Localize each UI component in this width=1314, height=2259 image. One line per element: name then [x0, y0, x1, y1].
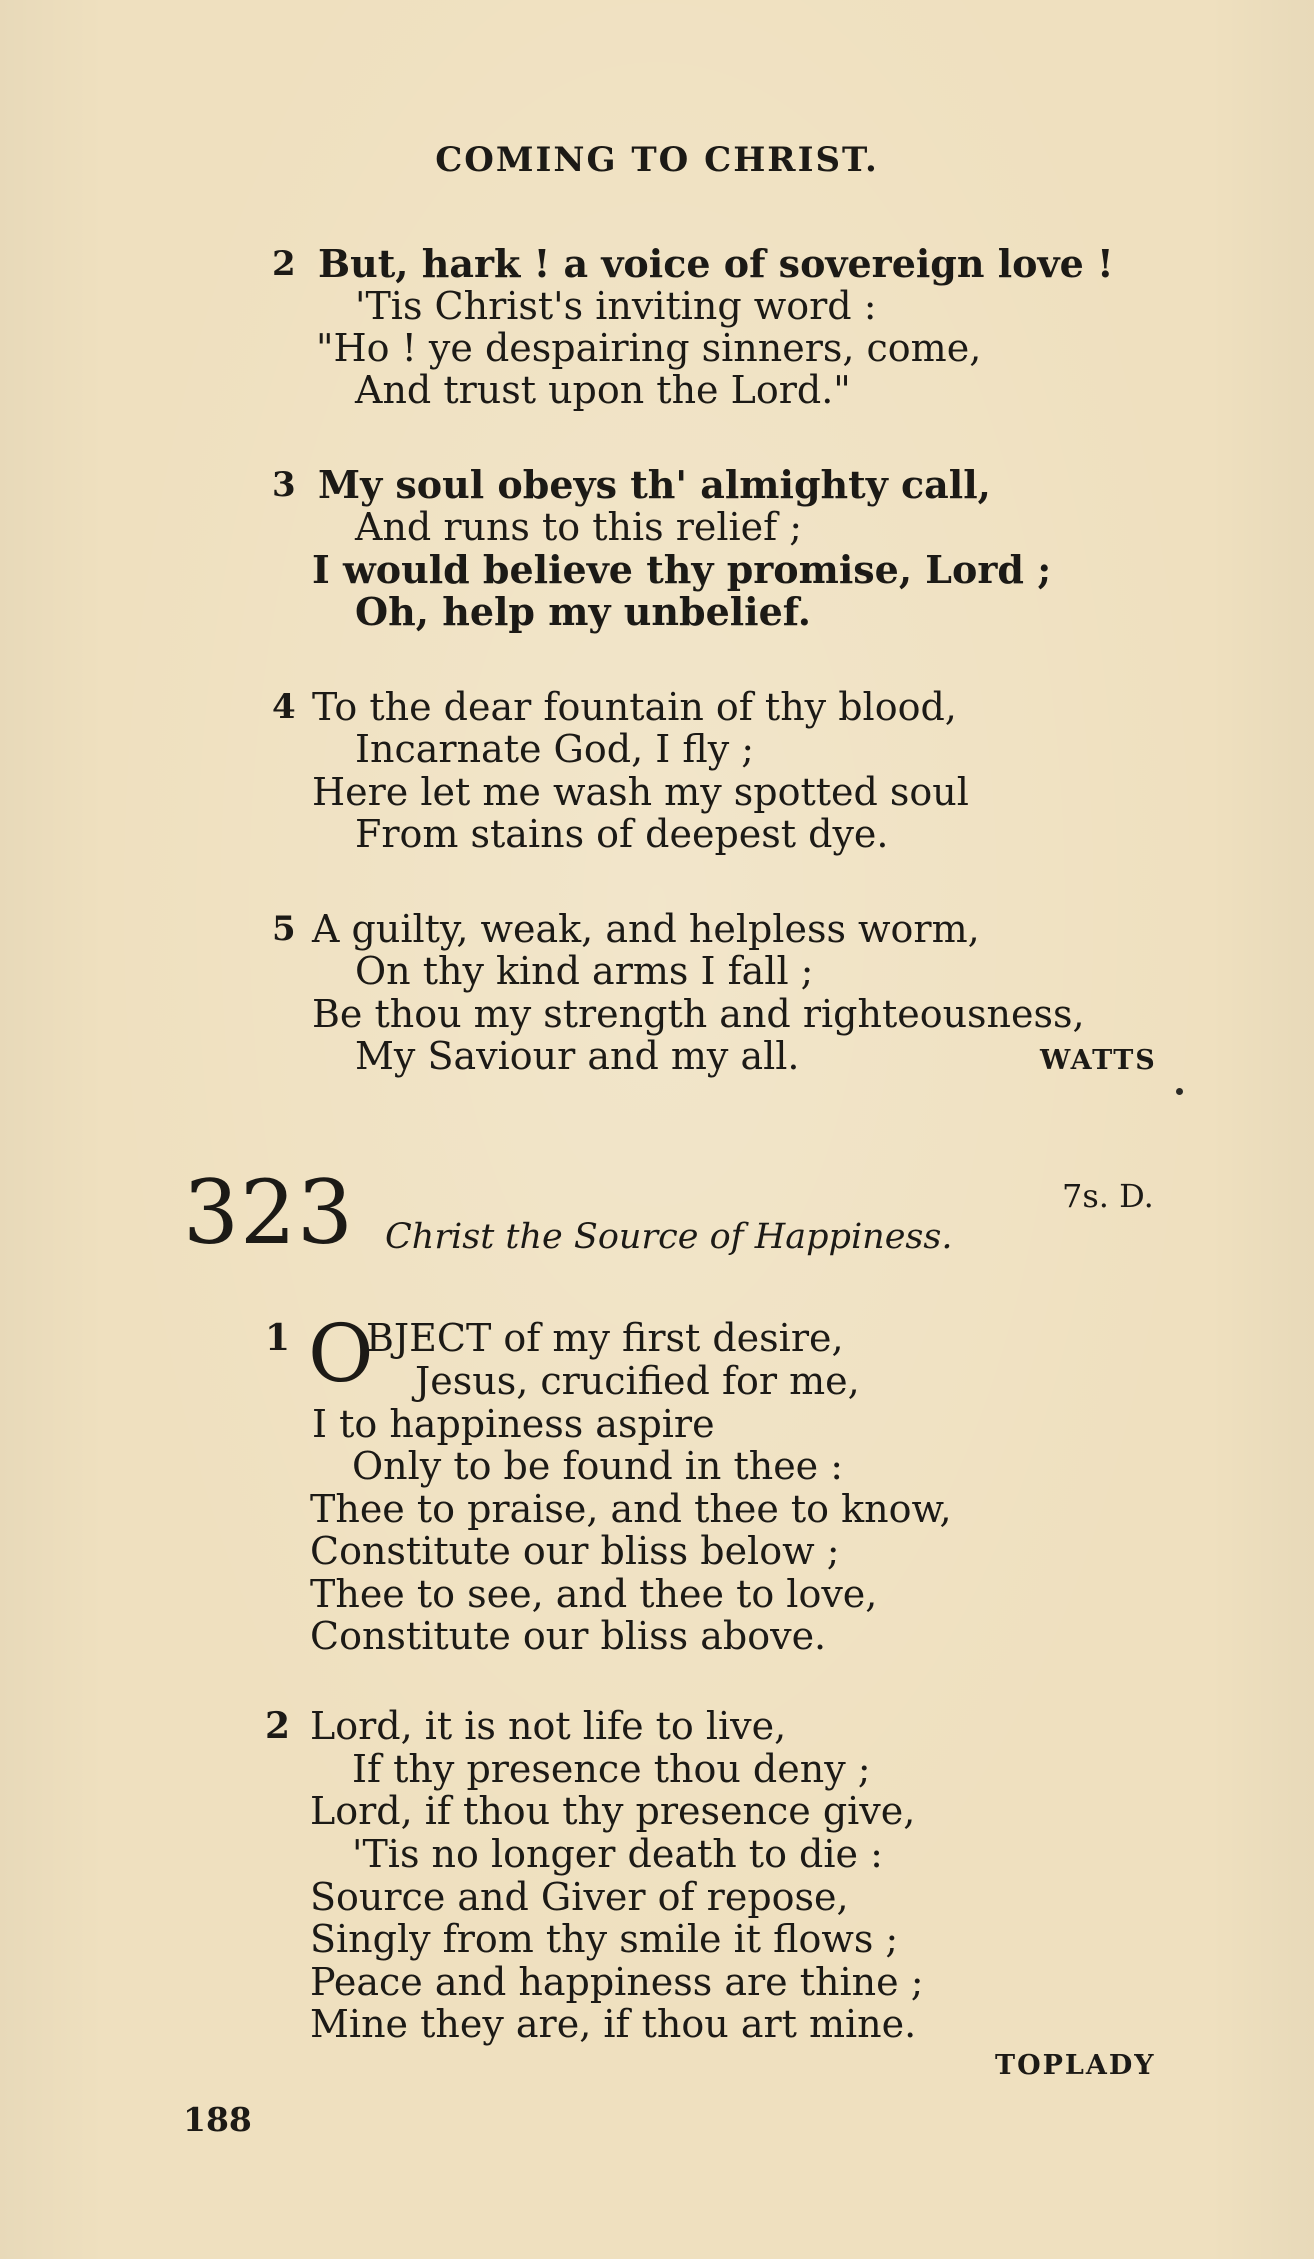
stanza-line: 'Tis no longer death to die :	[352, 1832, 883, 1876]
author-attribution: WATTS	[1040, 1045, 1157, 1076]
drop-cap: O	[308, 1307, 374, 1400]
stanza-line: "Ho ! ye despairing sinners, come,	[316, 326, 982, 370]
stanza-line: If thy presence thou deny ;	[352, 1747, 871, 1791]
stanza-line: My Saviour and my all.	[355, 1034, 800, 1078]
page-number: 188	[183, 2100, 252, 2139]
stanza-line: And trust upon the Lord."	[355, 368, 851, 412]
stanza-line: From stains of deepest dye.	[355, 812, 889, 856]
ink-dot	[1176, 1088, 1183, 1095]
stanza-number: 1	[265, 1317, 291, 1359]
stanza-line: Thee to see, and thee to love,	[310, 1572, 878, 1616]
stanza-line: On thy kind arms I fall ;	[355, 949, 814, 993]
stanza-number: 2	[272, 244, 296, 284]
stanza-line: Here let me wash my spotted soul	[312, 770, 969, 814]
stanza-line: My soul obeys th' almighty call,	[318, 462, 991, 507]
stanza-line: Oh, help my unbelief.	[355, 589, 812, 634]
stanza-line: But, hark ! a voice of sovereign love !	[318, 241, 1114, 286]
stanza-line: Incarnate God, I fly ;	[355, 727, 755, 771]
hymn-meter: 7s. D.	[1062, 1177, 1154, 1215]
stanza-number: 4	[272, 687, 296, 727]
running-head: COMING TO CHRIST.	[435, 140, 879, 180]
hymn-number: 323	[183, 1161, 354, 1264]
stanza-line: Peace and happiness are thine ;	[310, 1960, 924, 2004]
stanza-line: Lord, if thou thy presence give,	[310, 1789, 916, 1833]
stanza-line: Lord, it is not life to live,	[310, 1704, 787, 1748]
stanza-line: 'Tis Christ's inviting word :	[355, 284, 877, 328]
stanza-line: To the dear fountain of thy blood,	[312, 685, 957, 729]
stanza-line: Source and Giver of repose,	[310, 1875, 849, 1919]
stanza-number: 3	[272, 465, 296, 505]
stanza-number: 5	[272, 909, 296, 949]
stanza-line: Thee to praise, and thee to know,	[310, 1487, 952, 1531]
stanza-line: Mine they are, if thou art mine.	[310, 2002, 917, 2046]
stanza-line: I would believe thy promise, Lord ;	[312, 547, 1052, 592]
stanza-line: Singly from thy smile it flows ;	[310, 1917, 899, 1961]
stanza-line: Constitute our bliss above.	[310, 1614, 827, 1658]
stanza-line: Constitute our bliss below ;	[310, 1529, 840, 1573]
stanza-line: And runs to this relief ;	[355, 505, 803, 549]
stanza-line: A guilty, weak, and helpless worm,	[312, 907, 980, 951]
stanza-line: Only to be found in thee :	[352, 1444, 844, 1488]
stanza-line: Be thou my strength and righteousness,	[312, 992, 1085, 1036]
stanza-line: Jesus, crucified for me,	[415, 1359, 860, 1403]
hymn-title: Christ the Source of Happiness.	[385, 1217, 953, 1257]
hymn-attribution: TOPLADY	[995, 2050, 1156, 2081]
stanza-line: BJECT of my first desire,	[366, 1316, 844, 1360]
stanza-line: I to happiness aspire	[312, 1402, 715, 1446]
stanza-number: 2	[265, 1705, 291, 1747]
